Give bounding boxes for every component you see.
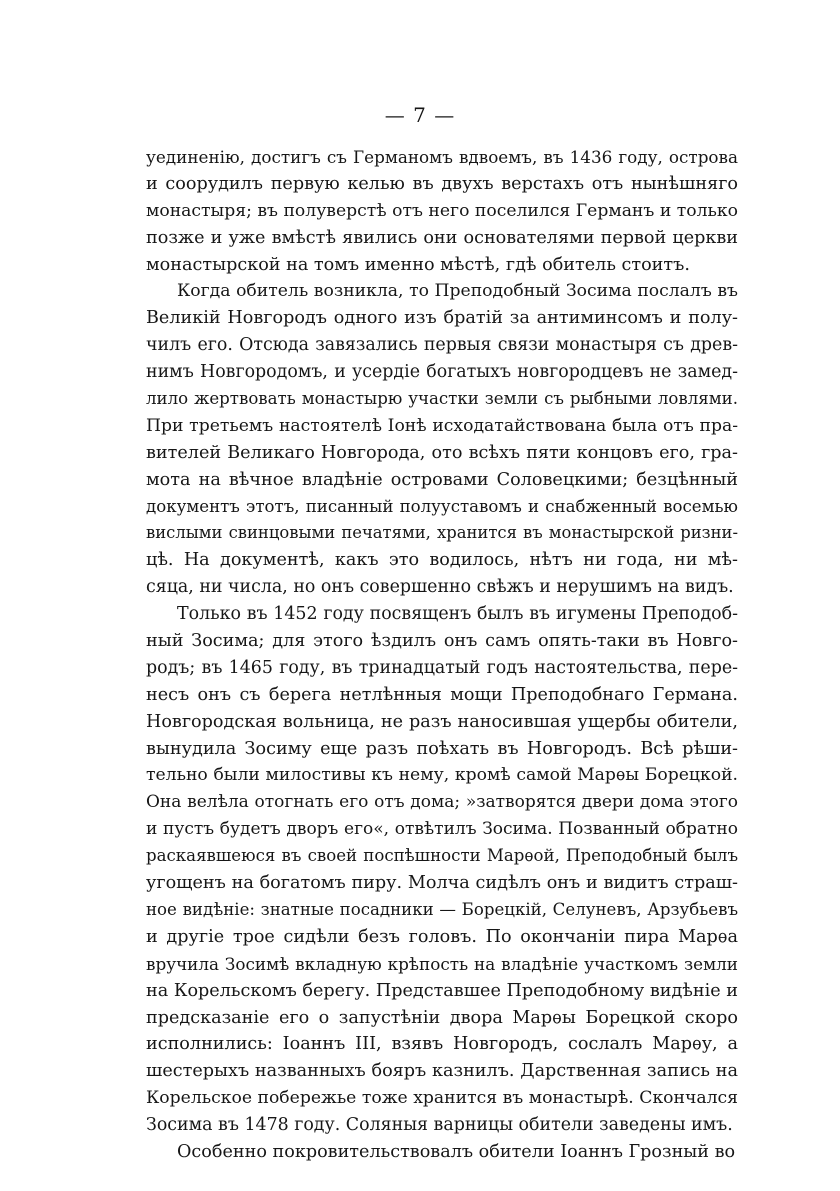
text-line: Великій Новгородъ одного изъ братій за антиминсомъ и полу- [146,308,738,329]
text-line: и пустъ будетъ дворъ его«, отвѣтилъ Зосима. Позванный обратно [146,819,738,840]
text-line: мота на вѣчное владѣніе островами Соловецкими; безцѣнный [146,469,738,490]
paragraph [146,601,738,1139]
text-line: вителей Великаго Новгорода, ото всѣхъ пяти концовъ его, гра- [146,442,738,463]
text-line: монастыря; въ полуверстѣ отъ него поселился Германъ и только [146,200,738,221]
text-line: на Корельскомъ берегу. Представшее Преподобному видѣніе и [146,980,738,1001]
text-line: Зосима въ 1478 году. Соляныя варницы обители заведены имъ. [146,1115,733,1136]
text-line: чилъ его. Отсюда завязались первыя связи монастыря съ древ- [146,335,738,356]
text-line: предсказаніе его о запустѣніи двора Марѳы Борецкой скоро [146,1007,738,1028]
text-line: Она велѣла отогнать его отъ дома; »затворятся двери дома этого [146,792,738,813]
text-line: и соорудилъ первую келью въ двухъ верстахъ отъ нынѣшняго [146,173,738,194]
text-line: и другіе трое сидѣли безъ головъ. По окончаніи пира Марѳа [146,926,738,947]
text-line: ный Зосима; для этого ѣздилъ онъ самъ опять-таки въ Новго- [146,631,738,652]
text-line: ное видѣніе: знатные посадники — Борецкій, Селуневъ, Арзубьевъ [146,899,738,919]
text-line: цѣ. На документѣ, какъ это водилось, нѣтъ ни года, ни мѣ- [146,550,738,571]
text-line: Корельское побережье тоже хранится въ монастырѣ. Скончался [146,1088,738,1109]
text-line: несъ онъ съ берега нетлѣнныя мощи Преподобнаго Германа. [146,684,738,705]
text-line: Новгородская вольница, не разъ наносившая ущербы обители, [146,711,738,732]
text-line: вынудила Зосиму еще разъ поѣхать въ Новгородъ. Всѣ рѣши- [146,738,738,759]
text-line: уединенію, достигъ съ Германомъ вдвоемъ, въ 1436 году, острова [146,147,738,167]
paragraph [146,144,738,278]
text-line: Только въ 1452 году посвященъ былъ въ игумены Преподоб- [177,604,738,625]
text-line: исполнились: Іоаннъ III, взявъ Новгородъ, сослалъ Марѳу, а [146,1034,738,1055]
text-line: монастырской на томъ именно мѣстѣ, гдѣ обитель стоитъ. [146,254,690,275]
text-line: угощенъ на богатомъ пиру. Молча сидѣлъ онъ и видитъ страш- [146,873,738,894]
text-line: Особенно покровительствовалъ обители Іоаннъ Грозный во [177,1141,736,1162]
text-line: Когда обитель возникла, то Преподобный Зосима послалъ въ [177,281,738,302]
paragraph [146,1139,738,1166]
text-line: лило жертвовать монастырю участки земли съ рыбными ловлями. [146,389,738,409]
body-text [146,144,738,1166]
text-line: вручила Зосимѣ вкладную крѣпость на владѣніе участкомъ земли [146,953,738,974]
text-line: сяца, ни числа, но онъ совершенно свѣжъ и нерушимъ на видъ. [146,577,734,598]
text-line: нимъ Новгородомъ, и усердіе богатыхъ новгородцевъ не замед- [146,362,738,383]
text-line: тельно были милостивы къ нему, кромѣ самой Марѳы Борецкой. [146,765,738,786]
page-number: — 7 — [384,103,456,127]
text-line: раскаявшеюся въ своей поспѣшности Марѳой, Преподобный былъ [146,846,738,866]
text-line: родъ; въ 1465 году, въ тринадцатый годъ настоятельства, пере- [146,657,738,678]
text-line: позже и уже вмѣстѣ явились они основателями первой церкви [146,227,738,248]
paragraph [146,278,738,601]
text-line: шестерыхъ названныхъ бояръ казнилъ. Дарственная запись на [146,1061,738,1082]
text-line: документъ этотъ, писанный полууставомъ и снабженный восемью [146,496,738,516]
text-line: При третьемъ настоятелѣ Іонѣ исходатайствована была отъ пра- [146,415,738,436]
text-line: вислыми свинцовыми печатями, хранится въ монастырской ризни- [146,523,738,543]
